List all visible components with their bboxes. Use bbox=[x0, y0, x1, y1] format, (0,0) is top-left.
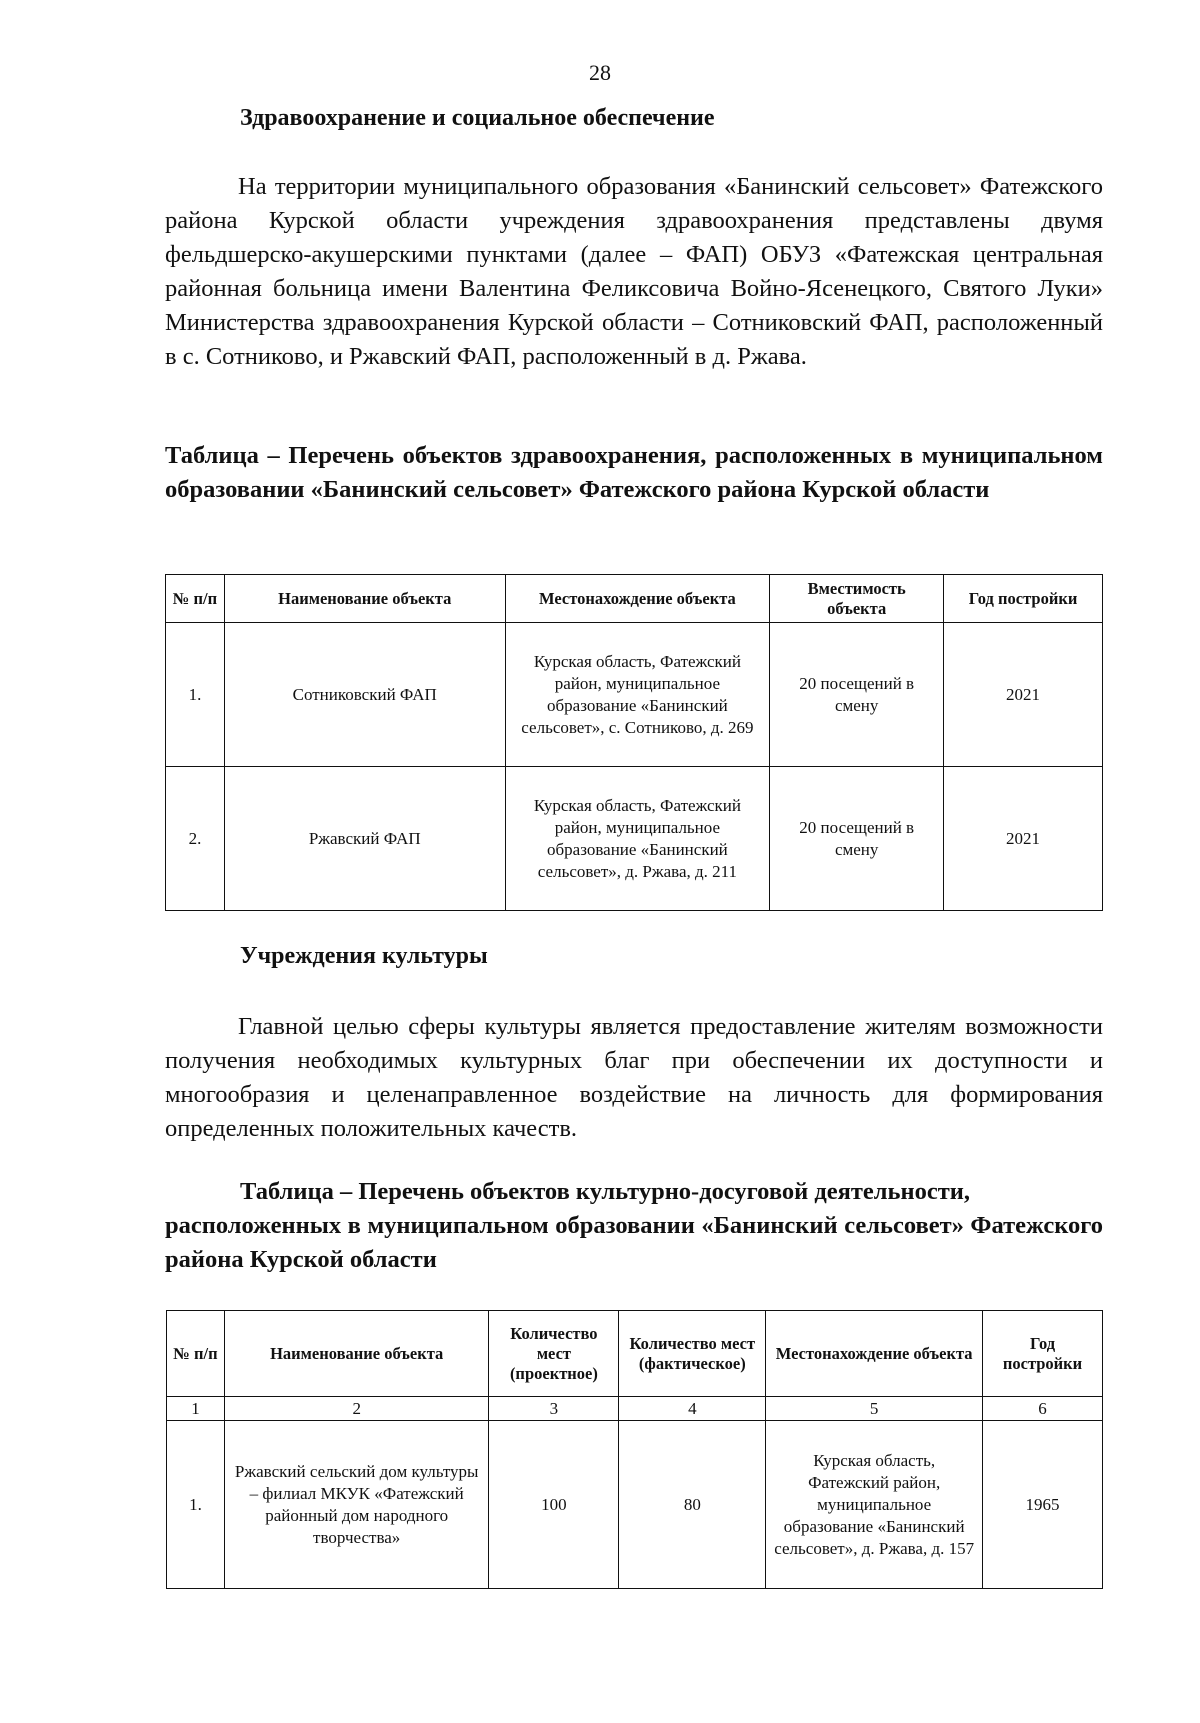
header-cell: Вместимость объекта bbox=[770, 575, 944, 623]
table-cell: 1965 bbox=[983, 1421, 1103, 1589]
header-cell: Наименование объекта bbox=[224, 575, 505, 623]
header-cell: Количество мест (проектное) bbox=[489, 1311, 619, 1397]
table-row bbox=[166, 623, 1103, 767]
table-row bbox=[167, 1421, 1103, 1589]
table-cell: Ржавский ФАП bbox=[224, 767, 505, 911]
healthcare-table bbox=[165, 574, 1103, 911]
column-number: 3 bbox=[489, 1397, 619, 1421]
table-cell: 100 bbox=[489, 1421, 619, 1589]
column-number-row bbox=[167, 1397, 1103, 1421]
header-cell: Наименование объекта bbox=[224, 1311, 489, 1397]
healthcare-table-caption: Таблица – Перечень объектов здравоохранения, расположенных в муниципальном образовании «Банинский сельсовет» Фатежского района Курской области bbox=[165, 442, 1103, 503]
table-cell: 1. bbox=[167, 1421, 225, 1589]
healthcare-paragraph: На территории муниципального образования «Банинский сельсовет» Фатежского района Курской области учреждения здравоохранения представлены двумя фельдшерско-акушерскими пунктами (далее – ФАП) ОБУЗ «Фатежская центральная районная больница имени Валентина Феликсовича Войно-Ясенецкого, Святого Луки» Министерства здравоохранения Курской области – Сотниковский ФАП, расположенный в с. Сотниково, и Ржавский ФАП, расположенный в д. Ржава. bbox=[165, 173, 1103, 370]
culture-table-caption-rest: расположенных в муниципальном образовании «Банинский сельсовет» Фатежского района Курской области bbox=[165, 1212, 1103, 1273]
table-cell: Курская область, Фатежский район, муниципальное образование «Банинский сельсовет», д. Ржава, д. 211 bbox=[505, 767, 770, 911]
header-cell: Год постройки bbox=[983, 1311, 1103, 1397]
header-cell: № п/п bbox=[166, 575, 225, 623]
header-cell: № п/п bbox=[167, 1311, 225, 1397]
table-row bbox=[166, 767, 1103, 911]
header-cell: Местонахождение объекта bbox=[766, 1311, 983, 1397]
table-cell: Курская область, Фатежский район, муниципальное образование «Банинский сельсовет», д. Ржава, д. 157 bbox=[766, 1421, 983, 1589]
column-number: 6 bbox=[983, 1397, 1103, 1421]
table-cell: 2. bbox=[166, 767, 225, 911]
column-number: 2 bbox=[224, 1397, 489, 1421]
table-cell: 20 посещений в смену bbox=[770, 623, 944, 767]
column-number: 4 bbox=[619, 1397, 766, 1421]
table-cell: 1. bbox=[166, 623, 225, 767]
header-cell: Год постройки bbox=[944, 575, 1103, 623]
table-cell: Сотниковский ФАП bbox=[224, 623, 505, 767]
table-cell: Ржавский сельский дом культуры – филиал МКУК «Фатежский районный дом народного творчества» bbox=[224, 1421, 489, 1589]
column-number: 1 bbox=[167, 1397, 225, 1421]
culture-table-caption-line1: Таблица – Перечень объектов культурно-досуговой деятельности, bbox=[240, 1178, 971, 1205]
table-cell: Курская область, Фатежский район, муниципальное образование «Банинский сельсовет», с. Сотниково, д. 269 bbox=[505, 623, 770, 767]
table-header-row bbox=[166, 575, 1103, 623]
page-number: 28 bbox=[589, 60, 611, 85]
section-heading-culture: Учреждения культуры bbox=[240, 943, 488, 969]
column-number: 5 bbox=[766, 1397, 983, 1421]
header-cell: Местонахождение объекта bbox=[505, 575, 770, 623]
table-cell: 2021 bbox=[944, 623, 1103, 767]
table-header-row bbox=[167, 1311, 1103, 1397]
culture-paragraph: Главной целью сферы культуры является предоставление жителям возможности получения необходимых культурных благ при обеспечении их доступности и многообразия и целенаправленное воздействие на личность для формирования определенных положительных качеств. bbox=[165, 1013, 1103, 1142]
culture-table bbox=[166, 1310, 1103, 1589]
culture-table-caption bbox=[165, 1175, 1103, 1277]
table-cell: 20 посещений в смену bbox=[770, 767, 944, 911]
table-cell: 2021 bbox=[944, 767, 1103, 911]
table-cell: 80 bbox=[619, 1421, 766, 1589]
section-heading-healthcare: Здравоохранение и социальное обеспечение bbox=[240, 105, 715, 131]
header-cell: Количество мест (фактическое) bbox=[619, 1311, 766, 1397]
